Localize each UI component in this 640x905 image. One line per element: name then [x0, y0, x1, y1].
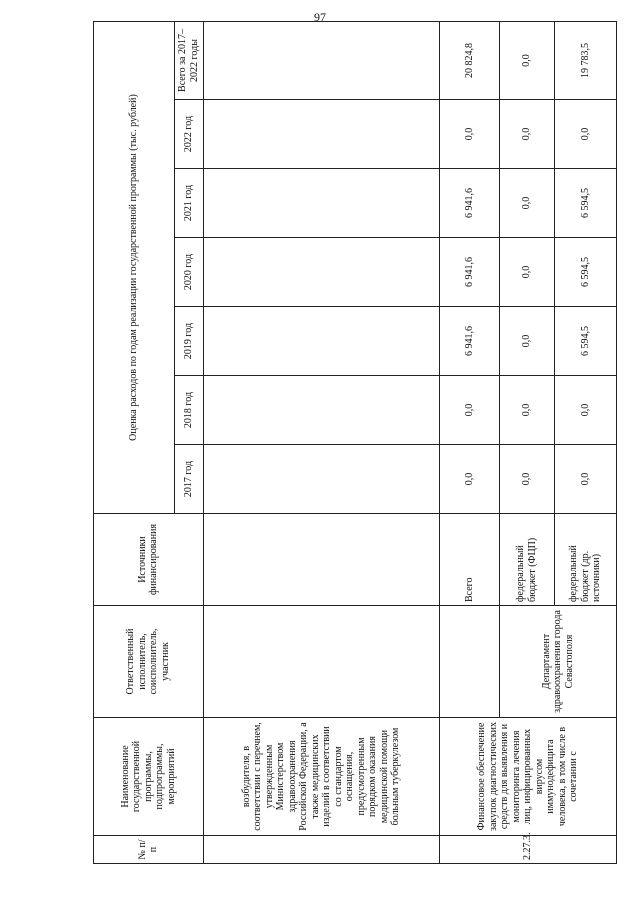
header-year: 2018 год [174, 376, 203, 445]
value-cell: 6 594,5 [554, 307, 616, 376]
item-number: 2.27.3. [439, 836, 616, 864]
header-responsible: Ответственный исполнитель, соисполнитель, участник [94, 606, 204, 718]
budget-table [93, 21, 617, 864]
empty-cell [203, 376, 439, 445]
header-sources: Источники финансирования [94, 514, 204, 606]
empty-cell [203, 169, 439, 238]
total-cell: 19 783,5 [554, 21, 616, 99]
empty-cell [203, 514, 439, 606]
rotated-table-area [93, 29, 617, 864]
value-cell: 0,0 [500, 376, 554, 445]
table-row [439, 21, 499, 863]
value-cell: 6 941,6 [439, 238, 499, 307]
value-cell: 0,0 [500, 445, 554, 514]
value-cell: 0,0 [554, 445, 616, 514]
value-cell: 6 941,6 [439, 169, 499, 238]
value-cell: 0,0 [439, 100, 499, 169]
value-cell: 0,0 [439, 445, 499, 514]
empty-cell [439, 606, 499, 718]
continuation-name: возбудителя, в соответствии с перечнем, утвержденным Министерством здравоохранения Российской Федерации, а также медицинских изделий в соответствии со стандартом оснащения, предусмотренным порядком оказания медицинской помощи больным туберкулезом [203, 718, 439, 836]
value-cell: 0,0 [439, 376, 499, 445]
continuation-no-cell [203, 836, 439, 864]
empty-cell [203, 307, 439, 376]
header-year: 2017 год [174, 445, 203, 514]
total-cell: 0,0 [500, 21, 554, 99]
empty-cell [203, 445, 439, 514]
header-name: Наименование государственной программы, подпрограммы, мероприятий [94, 718, 204, 836]
header-year: 2019 год [174, 307, 203, 376]
total-cell: 20 824,8 [439, 21, 499, 99]
item-name: Финансовое обеспечение закупок диагностических средств для выявления и мониторинга лечения лиц, инфицированных вирусом иммунодефицита человека, в том числе в сочетании с [439, 718, 616, 836]
value-cell: 0,0 [554, 376, 616, 445]
empty-cell [203, 21, 439, 99]
header-row [94, 21, 175, 863]
empty-cell [203, 606, 439, 718]
source-label: федеральный бюджет (ФЦП) [500, 514, 554, 606]
value-cell: 0,0 [500, 169, 554, 238]
value-cell: 6 594,5 [554, 238, 616, 307]
continuation-row [203, 21, 439, 863]
rotated-table-frame [93, 29, 617, 864]
header-year: 2022 год [174, 100, 203, 169]
value-cell: 0,0 [500, 307, 554, 376]
responsible-executor: Департамент здравоохранения города Севастополя [500, 606, 617, 718]
header-year: 2021 год [174, 169, 203, 238]
header-year-total: Всего за 2017–2022 годы [174, 21, 203, 99]
value-cell: 0,0 [554, 100, 616, 169]
empty-cell [203, 238, 439, 307]
value-cell: 6 594,5 [554, 169, 616, 238]
value-cell: 0,0 [500, 238, 554, 307]
empty-cell [203, 100, 439, 169]
value-cell: 6 941,6 [439, 307, 499, 376]
source-label: Всего [439, 514, 499, 606]
value-cell: 0,0 [500, 100, 554, 169]
source-label: федеральный бюджет (др. источники) [554, 514, 616, 606]
header-no: № п/п [94, 836, 204, 864]
header-year: 2020 год [174, 238, 203, 307]
header-expenses: Оценка расходов по годам реализации государственной программы (тыс. рублей) [94, 21, 175, 513]
page-number: 97 [314, 10, 326, 24]
